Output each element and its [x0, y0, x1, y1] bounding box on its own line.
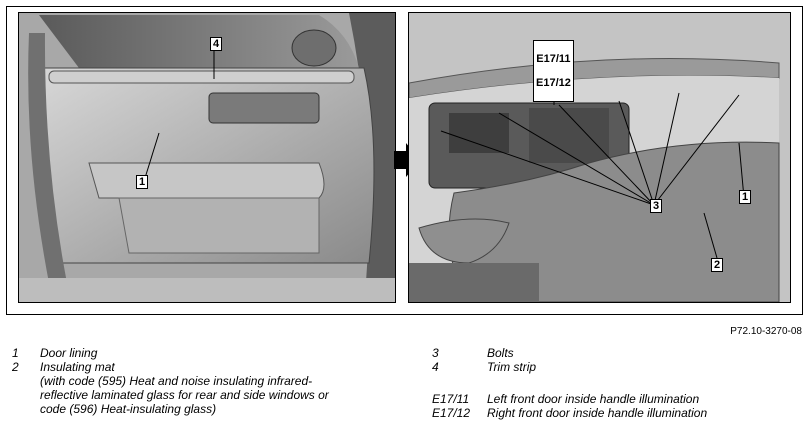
callout-1-right: 1	[739, 190, 751, 204]
legend-number: E17/11	[432, 392, 470, 406]
callout-e17-11: E17/11	[536, 53, 571, 65]
legend-text: Door lining	[40, 346, 98, 360]
callout-3: 3	[650, 199, 662, 213]
legend-right	[432, 346, 802, 426]
legend-text: Bolts	[487, 346, 514, 360]
legend-text: code (596) Heat-insulating glass)	[40, 402, 217, 416]
legend-number: 3	[432, 346, 439, 360]
callout-1-left: 1	[136, 175, 148, 189]
door-lining-illustration	[19, 13, 395, 302]
callout-e17-12: E17/12	[536, 77, 571, 89]
legend-text: reflective laminated glass for rear and side windows or	[40, 388, 329, 402]
insulating-mat-photo	[408, 12, 791, 303]
callout-e17	[533, 40, 574, 102]
legend-text: Insulating mat	[40, 360, 115, 374]
legend-text: Trim strip	[487, 360, 537, 374]
legend-number: 1	[12, 346, 19, 360]
door-lining-photo	[18, 12, 396, 303]
figure-reference-code: P72.10-3270-08	[730, 326, 802, 337]
callout-2: 2	[711, 258, 723, 272]
insulating-mat-illustration	[409, 13, 790, 302]
legend-number: 4	[432, 360, 439, 374]
legend-left	[12, 346, 392, 426]
legend-text: Left front door inside handle illumination	[487, 392, 700, 406]
legend-number: E17/12	[432, 406, 471, 420]
legend-text: (with code (595) Heat and noise insulating infrared-	[40, 374, 313, 388]
callout-4: 4	[210, 37, 222, 51]
legend-number: 2	[12, 360, 19, 374]
legend-text: Right front door inside handle illumination	[487, 406, 708, 420]
